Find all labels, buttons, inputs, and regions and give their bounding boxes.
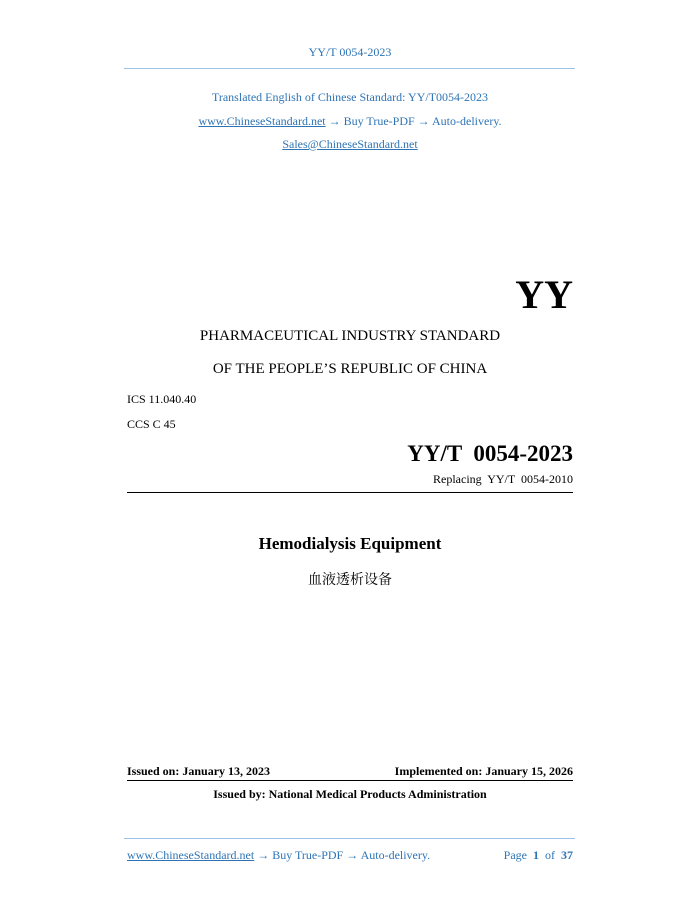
- footer-divider: [124, 838, 575, 839]
- footer-website-link[interactable]: www.ChineseStandard.net: [127, 848, 255, 862]
- replacing-note: Replacing YY/T 0054-2010: [433, 472, 573, 486]
- ccs-code: CCS C 45: [127, 417, 176, 431]
- banner-line-2-rest: → Buy True-PDF → Auto-delivery.: [328, 114, 502, 128]
- banner-line-1: Translated English of Chinese Standard: YY/T0054-2023: [211, 90, 489, 104]
- banner-line-2: [0, 114, 700, 129]
- ics-code: ICS 11.040.40: [127, 392, 197, 406]
- implemented-date: Implemented on: January 15, 2026: [394, 764, 573, 778]
- running-header: YY/T 0054-2023: [308, 45, 392, 59]
- english-title: Hemodialysis Equipment: [258, 534, 442, 553]
- page-current: 1: [533, 848, 539, 862]
- page-number: [504, 848, 573, 863]
- page-of: of: [545, 848, 555, 862]
- page-word: Page: [503, 848, 527, 862]
- banner-website-link[interactable]: www.ChineseStandard.net: [198, 114, 326, 128]
- standard-number: YY/T 0054-2023: [407, 441, 573, 466]
- footer-left-rest: → Buy True-PDF → Auto-delivery.: [257, 848, 431, 862]
- footer-left: [127, 848, 430, 863]
- banner-email-link[interactable]: Sales@ChineseStandard.net: [282, 137, 418, 151]
- header-divider: [124, 68, 575, 69]
- chinese-title: 血液透析设备: [308, 572, 392, 588]
- standard-type-line-2: OF THE PEOPLE’S REPUBLIC OF CHINA: [212, 361, 488, 377]
- issuer: Issued by: National Medical Products Administration: [213, 787, 487, 801]
- issued-date: Issued on: January 13, 2023: [127, 764, 271, 778]
- standard-type-line-1: PHARMACEUTICAL INDUSTRY STANDARD: [199, 328, 501, 344]
- dates-divider: [127, 780, 573, 781]
- banner-line-3: [0, 137, 700, 152]
- number-divider: [127, 492, 573, 493]
- page-total: 37: [561, 848, 573, 862]
- standard-logo: YY: [515, 272, 573, 317]
